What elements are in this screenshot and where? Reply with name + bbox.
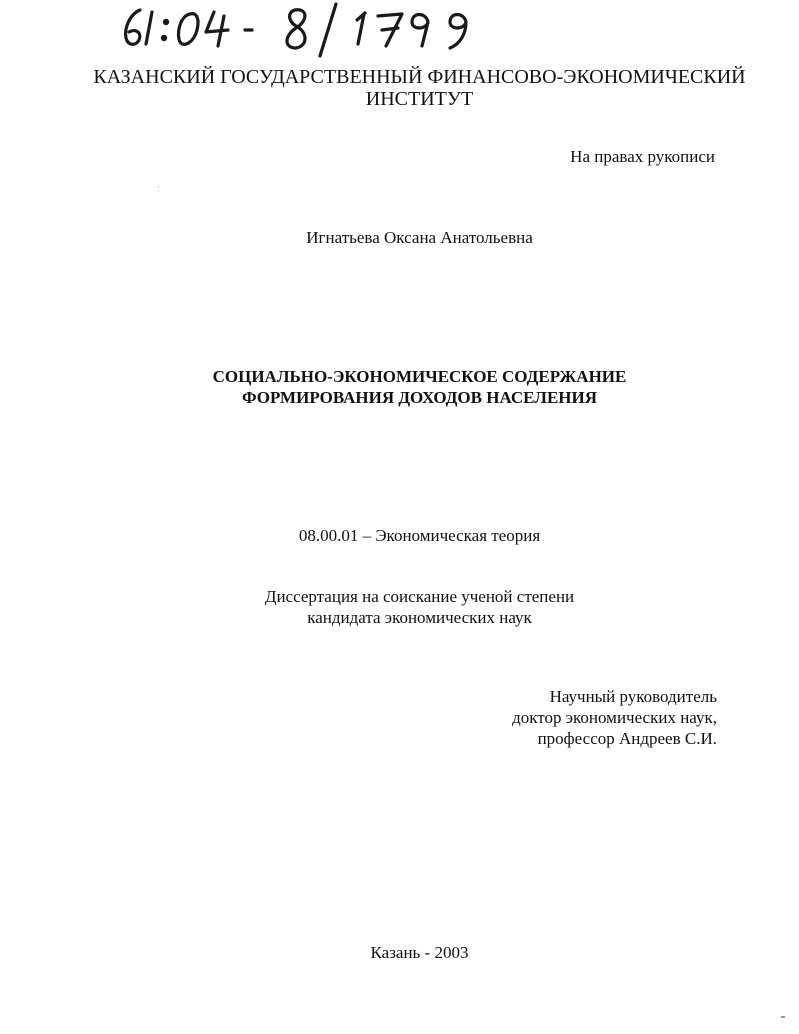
supervisor-block <box>512 686 717 749</box>
institute-name <box>40 66 799 110</box>
supervisor-line-3: профессор Андреев С.И. <box>537 729 717 748</box>
rights-note: На правах рукописи <box>570 147 715 166</box>
specialty-code: 08.00.01 – Экономическая теория <box>298 526 541 545</box>
handwritten-archive-number <box>110 0 490 62</box>
dissertation-title <box>0 366 799 408</box>
place-year: Казань - 2003 <box>370 943 469 962</box>
supervisor-line-1: Научный руководитель <box>549 687 717 706</box>
degree-statement <box>0 586 799 628</box>
supervisor-line-2: доктор экономических наук, <box>512 708 717 727</box>
institute-line-1: КАЗАНСКИЙ ГОСУДАРСТВЕННЫЙ ФИНАНСОВО-ЭКОНОМИЧЕСКИЙ <box>93 66 746 88</box>
institute-line-2: ИНСТИТУТ <box>365 88 474 110</box>
title-line-1: СОЦИАЛЬНО-ЭКОНОМИЧЕСКОЕ СОДЕРЖАНИЕ <box>212 367 627 386</box>
scan-mark <box>781 1016 785 1018</box>
author-name: Игнатьева Оксана Анатольевна <box>306 228 533 247</box>
scan-speck <box>158 186 159 187</box>
degree-line-1: Диссертация на соискание ученой степени <box>264 587 575 606</box>
degree-line-2: кандидата экономических наук <box>307 608 532 627</box>
scan-speck <box>158 190 159 191</box>
title-line-2: ФОРМИРОВАНИЯ ДОХОДОВ НАСЕЛЕНИЯ <box>241 388 598 407</box>
